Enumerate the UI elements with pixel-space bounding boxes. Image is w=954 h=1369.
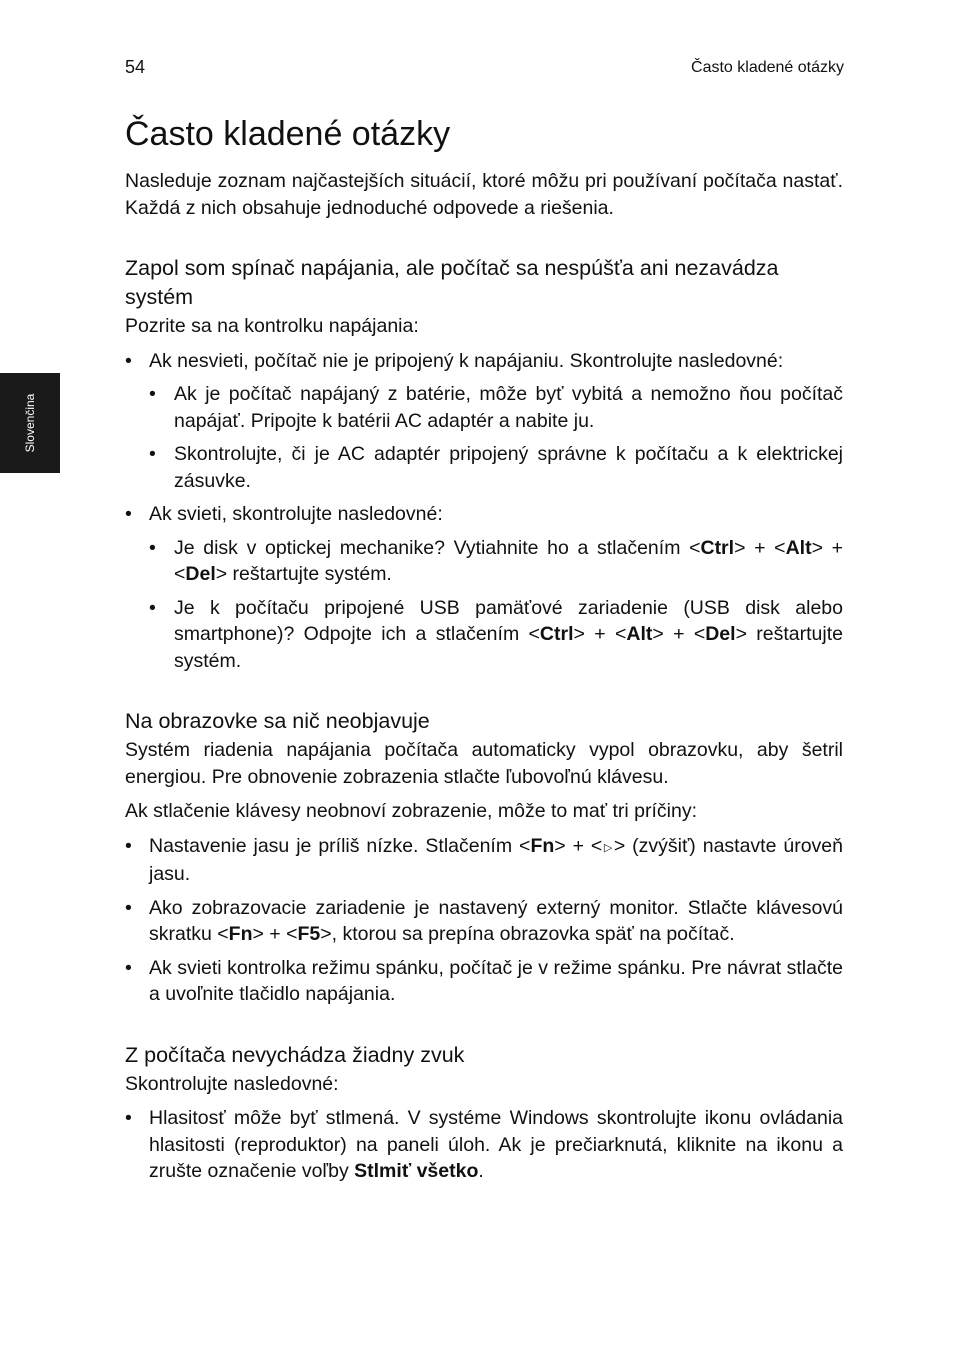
mute-all-option: Stlmiť všetko: [354, 1160, 479, 1182]
section-paragraph: Systém riadenia napájania počítača automaticky vypol obrazovku, aby šetril energiou. Pre obnovenie zobrazenia stlačte ľubovoľnú klávesu.: [125, 739, 843, 788]
bullet-icon: •: [125, 896, 132, 919]
list-item-text: Nastavenie jasu je príliš nízke. Stlačením <: [149, 834, 531, 857]
bullet-icon: •: [125, 834, 132, 857]
list-item-text: Ak svieti, skontrolujte nasledovné:: [149, 503, 443, 525]
bullet-icon: •: [149, 536, 156, 559]
section-power-on: [125, 254, 843, 674]
list-item: [125, 348, 843, 495]
list-item: [149, 535, 843, 588]
list-item-text: > + <: [174, 536, 843, 585]
list-item: [149, 595, 843, 675]
list-item-text: Je k počítaču pripojené USB pamäťové zariadenie (USB disk alebo smartphone)? Odpojte ich a stlačením <: [174, 596, 843, 645]
bullet-icon: •: [149, 596, 156, 619]
list-item-text: > + <: [554, 834, 603, 857]
page-number: 54: [125, 57, 146, 77]
key-alt: Alt: [785, 536, 812, 559]
key-fn: Fn: [530, 834, 555, 857]
bullet-icon: •: [149, 443, 156, 465]
bullet-icon: •: [125, 503, 132, 525]
section-no-display: [125, 707, 843, 1008]
list-item: [125, 501, 843, 674]
bullet-icon: •: [149, 383, 156, 405]
list-item: [125, 1105, 843, 1185]
page-content: [125, 112, 843, 1192]
section-heading: Z počítača nevychádza žiadny zvuk: [125, 1042, 465, 1067]
sub-bullet-list: [149, 381, 843, 494]
language-side-tab: [0, 373, 60, 473]
list-item-text: Skontrolujte, či je AC adaptér pripojený správne k počítaču a k elektrickej zásuvke.: [174, 443, 843, 492]
list-item-text: > (zvýšiť) nastavte úroveň jasu.: [149, 834, 844, 885]
list-item-text: > + <: [252, 923, 298, 945]
intro-paragraph: Nasleduje zoznam najčastejších situácií, ktoré môžu pri používaní počítača nastať. Každá z nich obsahuje jednoduché odpovede a riešenia.: [125, 170, 843, 219]
list-item: [125, 895, 843, 948]
list-item-text: Ako zobrazovacie zariadenie je nastavený externý monitor. Stlačte klávesovú skratku <: [149, 896, 843, 945]
list-item-text: > reštartujte systém.: [215, 563, 392, 585]
bullet-list: [125, 833, 843, 1008]
brightness-up-icon: ▷: [602, 841, 614, 854]
key-del: Del: [185, 563, 216, 585]
list-item-text: Ak je počítač napájaný z batérie, môže byť vybitá a nemožno ňou počítač napájať. Pripojte k batérii AC adaptér a nabite ju.: [174, 383, 843, 432]
page-title: Často kladené otázky: [125, 115, 451, 153]
section-lead: Pozrite sa na kontrolku napájania:: [125, 315, 419, 337]
list-item: [149, 441, 843, 494]
bullet-list: [125, 348, 843, 675]
running-header: Často kladené otázky: [691, 59, 844, 76]
list-item-text: .: [478, 1160, 484, 1182]
section-no-sound: [125, 1041, 843, 1185]
sub-bullet-list: [149, 535, 843, 675]
key-f5: F5: [297, 923, 321, 945]
section-heading: Zapol som spínač napájania, ale počítač sa nespúšťa ani nezavádza systém: [125, 256, 779, 309]
key-alt: Alt: [626, 623, 653, 645]
list-item-text: >, ktorou sa prepína obrazovka späť na počítač.: [320, 923, 735, 945]
list-item-text: > + <: [573, 623, 627, 645]
bullet-icon: •: [125, 349, 132, 372]
language-side-tab-label: Slovenčina: [23, 393, 37, 453]
bullet-icon: •: [125, 956, 132, 979]
list-item-text: Ak svieti kontrolka režimu spánku, počítač je v režime spánku. Pre návrat stlačte a uvoľnite tlačidlo napájania.: [149, 956, 843, 1005]
list-item: [125, 833, 843, 888]
bullet-list: [125, 1105, 843, 1185]
list-item-text: Je disk v optickej mechanike? Vytiahnite ho a stlačením <: [174, 536, 701, 559]
section-lead: Skontrolujte nasledovné:: [125, 1072, 339, 1095]
key-ctrl: Ctrl: [700, 536, 735, 559]
section-paragraph: Ak stlačenie klávesy neobnoví zobrazenie, môže to mať tri príčiny:: [125, 800, 697, 822]
list-item-text: > + <: [734, 536, 786, 559]
bullet-icon: •: [125, 1107, 132, 1129]
key-del: Del: [705, 623, 736, 645]
list-item-text: Hlasitosť môže byť stlmená. V systéme Windows skontrolujte ikonu ovládania hlasitosti (reproduktor) na paneli úloh. Ak je prečiarknutá, kliknite na ikonu a zrušte označenie voľby: [149, 1107, 843, 1182]
list-item: [149, 381, 843, 434]
list-item-text: > + <: [652, 623, 706, 645]
key-fn: Fn: [228, 923, 253, 945]
list-item: [125, 955, 843, 1008]
list-item-text: Ak nesvieti, počítač nie je pripojený k napájaniu. Skontrolujte nasledovné:: [149, 349, 784, 372]
key-ctrl: Ctrl: [539, 623, 574, 645]
section-heading: Na obrazovke sa nič neobjavuje: [125, 709, 430, 733]
list-item-text: > reštartujte systém.: [174, 623, 843, 672]
